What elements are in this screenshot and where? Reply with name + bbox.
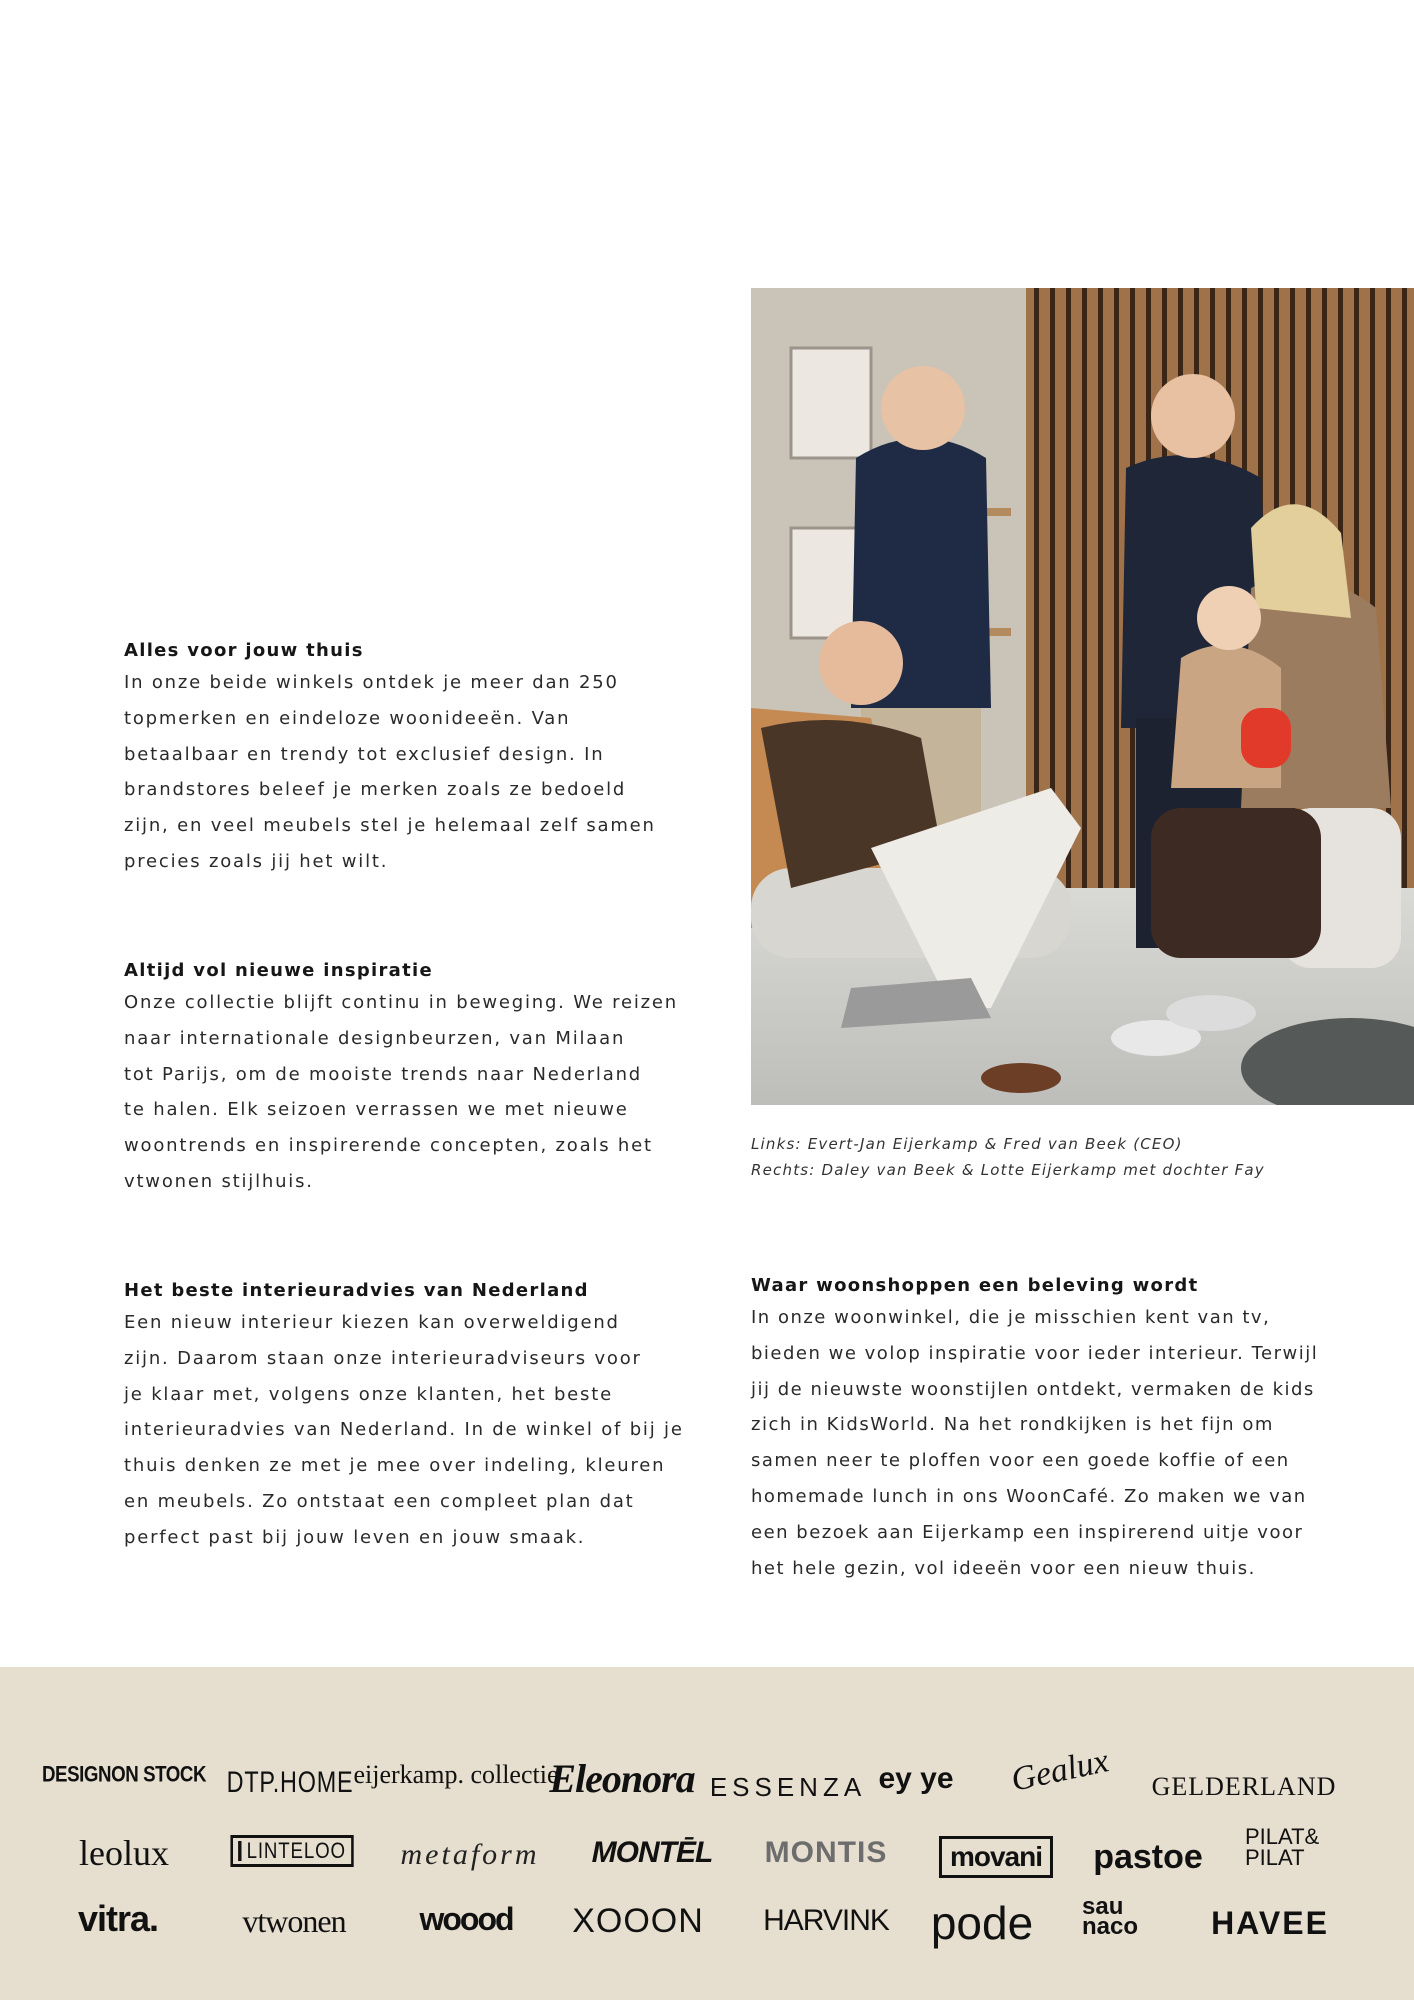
brand-logo-pilat-pilat: PILAT& PILAT — [1245, 1824, 1320, 1870]
section-body: Onze collectie blijft continu in beweging. We reizen naar internationale designbeurzen, van Milaan tot Parijs, om de mooiste trends naar Nederland te halen. Elk seizoen verrassen we met nieuwe woontrends en inspirerende concepten, zoals het vtwonen stijlhuis. — [124, 992, 678, 1192]
brand-logo-metaform: metaform — [400, 1838, 540, 1871]
section-het-beste-interieuradvies — [124, 1280, 684, 1556]
brand-logo-vtwonen: vtwonen — [242, 1903, 346, 1939]
brand-logo-essenza: ESSENZA — [709, 1772, 867, 1802]
brand-logo-havee: HAVEE — [1211, 1905, 1329, 1941]
brand-logo-gelderland: GELDERLAND — [1151, 1772, 1337, 1801]
brand-logo-eleonora: Eleonora — [549, 1756, 695, 1801]
brand-logo-montis: MONTIS — [764, 1836, 888, 1869]
brand-logo-eijerkamp-collectie: eijerkamp. collectie — [353, 1760, 559, 1789]
section-body: In onze woonwinkel, die je misschien kent van tv, bieden we volop inspiratie voor ieder interieur. Terwijl jij de nieuwste woonstijlen ontdekt, vermaken de kids zich in KidsWorld. Na het rondkijken is het fijn om samen neer te ploffen voor een goede koffie of een homemade lunch in ons WoonCafé. Zo maken we van een bezoek aan Eijerkamp een inspirerend uitje voor het hele gezin, vol ideeën voor een nieuw thuis. — [751, 1307, 1319, 1579]
section-heading: Waar woonshoppen een beleving wordt — [751, 1275, 1199, 1296]
brand-logo-saunaco: sau naco — [1082, 1893, 1139, 1940]
photo-caption — [751, 1131, 1265, 1183]
section-body: In onze beide winkels ontdek je meer dan 250 topmerken en eindeloze woonideeën. Van betaalbaar en trendy tot exclusief design. In brandstores beleef je merken zoals ze bedoeld zijn, en veel meubels stel je helemaal zelf samen precies zoals jij het wilt. — [124, 672, 656, 872]
brand-logo-pastoe: pastoe — [1093, 1838, 1203, 1876]
section-body: Een nieuw interieur kiezen kan overweldigend zijn. Daarom staan onze interieuradviseurs voor je klaar met, volgens onze klanten, het beste interieuradvies van Nederland. In de winkel of bij je thuis denken ze met je mee over indeling, kleuren en meubels. Zo ontstaat een compleet plan dat perfect past bij jouw leven en jouw smaak. — [124, 1312, 684, 1548]
section-heading: Het beste interieuradvies van Nederland — [124, 1280, 589, 1301]
brand-logo-eyye: ey ye — [878, 1762, 954, 1795]
brand-logo-designonstock: DESIGNON STOCK — [41, 1761, 207, 1787]
brand-logo-dtphome: DTP.HOME — [226, 1766, 354, 1799]
section-heading: Alles voor jouw thuis — [124, 640, 364, 661]
brand-logos-strip — [0, 1667, 1414, 2000]
photo-caption-line: Rechts: Daley van Beek & Lotte Eijerkamp met dochter Fay — [751, 1161, 1265, 1179]
brand-logo-woood: woood — [419, 1901, 513, 1937]
section-waar-woonshoppen-een-beleving-wordt — [751, 1275, 1351, 1586]
brand-logo-leolux: leolux — [79, 1833, 169, 1873]
photo-caption-line: Links: Evert-Jan Eijerkamp & Fred van Beek (CEO) — [751, 1135, 1183, 1153]
brand-logo-pode: pode — [930, 1897, 1034, 1949]
brand-logo-movani: movani — [939, 1836, 1053, 1878]
brand-logo-gealux: Gealux — [1008, 1742, 1112, 1799]
family-photo — [751, 288, 1414, 1105]
section-altijd-vol-nieuwe-inspiratie — [124, 960, 684, 1200]
brand-logo-montel: MONTĒL — [591, 1836, 713, 1869]
brand-logo-vitra: vitra. — [77, 1898, 159, 1939]
section-heading: Altijd vol nieuwe inspiratie — [124, 960, 434, 981]
section-alles-voor-jouw-thuis — [124, 640, 684, 880]
brand-logo-linteloo: LINTELOO — [230, 1835, 353, 1867]
brand-logo-xooon: XOOON — [572, 1902, 704, 1940]
brand-logo-harvink: HARVINK — [763, 1904, 889, 1937]
